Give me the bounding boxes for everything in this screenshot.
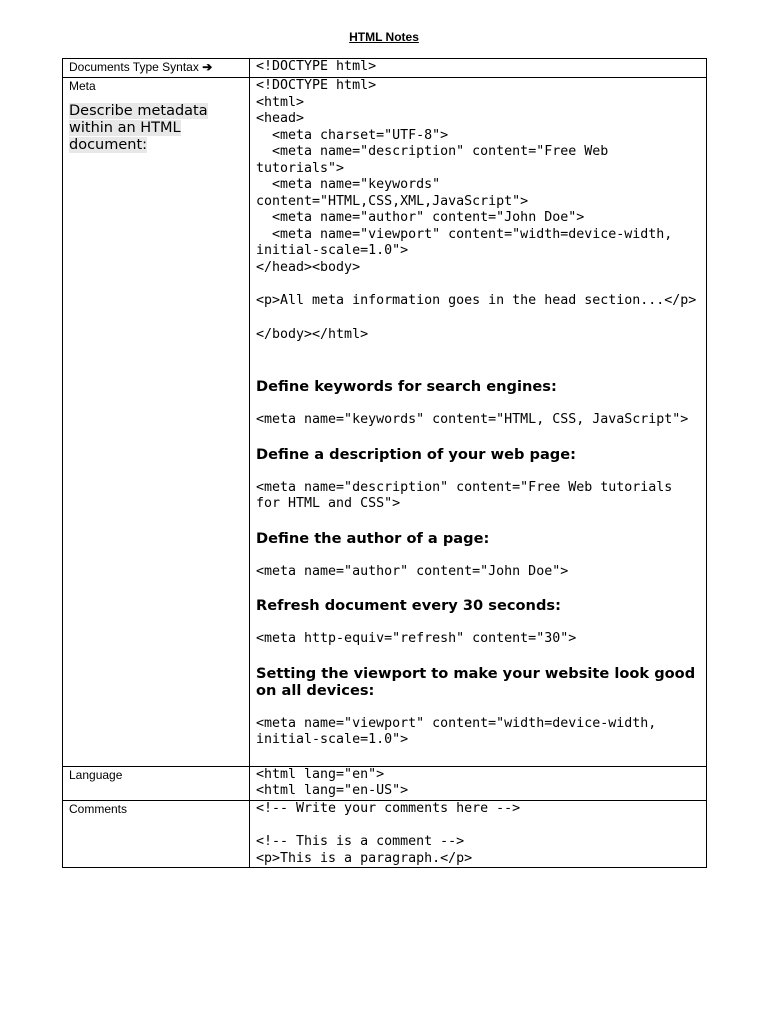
table-row-language [63, 766, 707, 800]
value-cell [250, 78, 707, 767]
section-heading-keywords: Define keywords for search engines: [256, 378, 557, 395]
section-code-refresh: <meta http-equiv="refresh" content="30"> [256, 631, 577, 646]
table-row-comments [63, 800, 707, 868]
section-code-author: <meta name="author" content="John Doe"> [256, 563, 569, 579]
document-title: HTML Notes [349, 30, 419, 44]
value-cell [250, 59, 707, 78]
notes-table [62, 58, 707, 868]
section-heading-description: Define a description of your web page: [256, 445, 576, 463]
table-row-doctype [63, 59, 707, 78]
meta-example-code: <!DOCTYPE html> <html> <head> <meta charset="UTF-8"> <meta name="description" content="Free Web tutorials"> <meta name="keywords" content="HTML,CSS,XML,JavaScript"> <meta name="author" content="John Doe"> <meta name="viewport" content="width=device-width, initial-scale=1.0"> </head><body> [256, 78, 673, 275]
section-code-viewport: <meta name="viewport" content="width=device-width, initial-scale=1.0"> [256, 715, 665, 747]
label-cell [63, 766, 250, 800]
value-cell [250, 800, 707, 868]
label-cell [63, 800, 250, 868]
meta-paragraph-code: <p>All meta information goes in the head section...</p> [256, 293, 697, 308]
label-cell [63, 59, 250, 78]
doctype-code: <!DOCTYPE html> [256, 59, 377, 74]
value-cell [250, 766, 707, 800]
meta-closing-code: </body></html> [256, 326, 369, 342]
row-label-meta: Meta [69, 79, 96, 93]
comments-code-1: <!-- Write your comments here --> [256, 800, 521, 816]
label-cell [63, 78, 250, 767]
section-heading-author: Define the author of a page: [256, 529, 490, 547]
meta-description-block [69, 103, 219, 154]
table-row-meta [63, 78, 707, 767]
section-code-keywords: <meta name="keywords" content="HTML, CSS, JavaScript"> [256, 412, 689, 427]
section-heading-viewport: Setting the viewport to make your website look good on all devices: [256, 664, 696, 699]
arrow-right-icon: ➔ [202, 60, 213, 74]
comments-code-2: <!-- This is a comment --> <p>This is a paragraph.</p> [256, 834, 473, 866]
row-label-language: Language [69, 767, 123, 782]
section-code-description: <meta name="description" content="Free Web tutorials for HTML and CSS"> [256, 479, 681, 511]
row-label-comments: Comments [69, 801, 128, 816]
meta-description: Describe metadata within an HTML document: [69, 103, 208, 153]
language-code: <html lang="en"> <html lang="en-US"> [256, 766, 409, 798]
section-heading-refresh: Refresh document every 30 seconds: [256, 597, 561, 614]
row-label-doctype: Documents Type Syntax [69, 60, 199, 74]
